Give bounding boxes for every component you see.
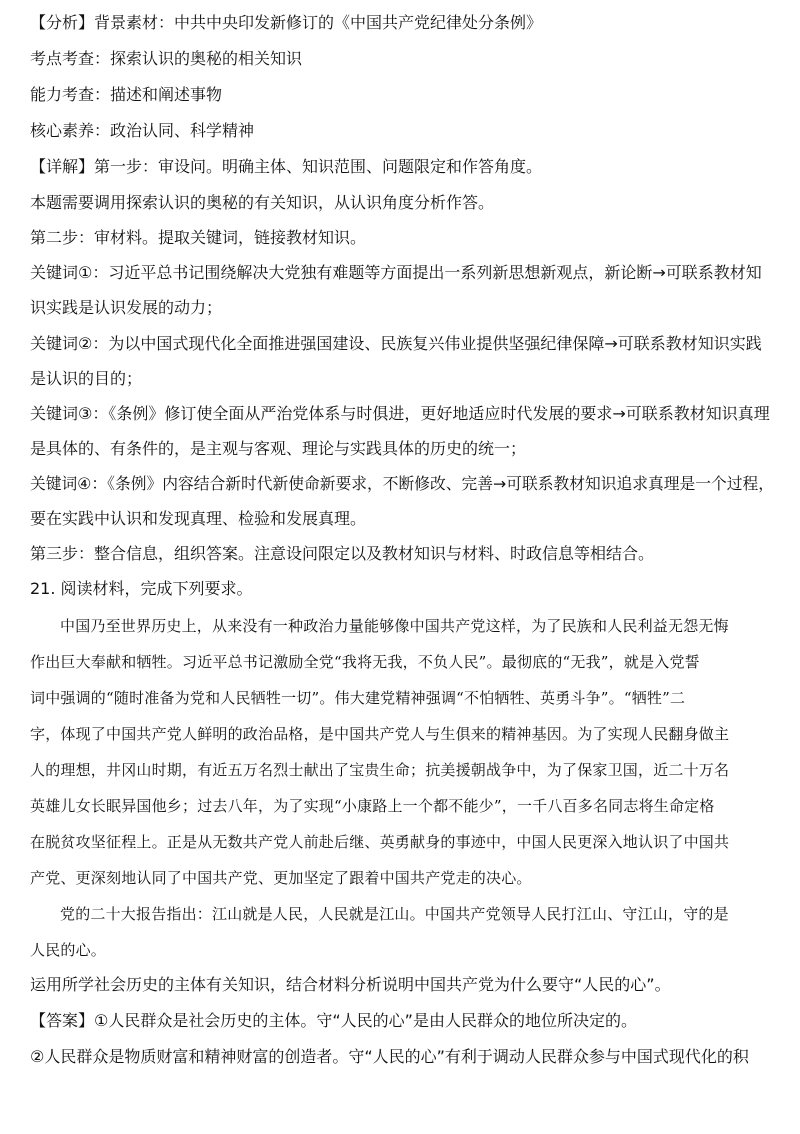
material-line: 在脱贫攻坚征程上。正是从无数共产党人前赴后继、英勇献身的事迹中，中国人民更深入地认识了中国共: [30, 833, 730, 851]
step3-line: 第三步：整合信息，组织答案。注意设问限定以及教材知识与材料、时政信息等相结合。: [30, 544, 655, 563]
material-line: 产党、更深刻地认同了中国共产党、更加坚定了跟着中国共产党走的决心。: [30, 869, 532, 887]
answer-text-1: ①人民群众是社会历史的主体。守“人民的心”是由人民群众的地位所决定的。: [94, 1011, 637, 1030]
material-line: 字，体现了中国共产党人鲜明的政治品格，是中国共产党人与生俱来的精神基因。为了实现人民翻身做主: [30, 725, 730, 743]
background-text: 背景素材：中共中央印发新修订的《中国共产党纪律处分条例》: [94, 13, 543, 32]
keyword4-line-a: 关键词④：《条例》内容结合新时代新使命新要求，不断修改、完善→可联系教材知识追求真理是一个过程，: [30, 474, 774, 493]
answer-label: 【答案】: [30, 1011, 95, 1030]
keyword1-line-b: 识实践是认识发展的动力；: [30, 298, 223, 317]
nengli-line: 能力考查：描述和阐述事物: [30, 85, 223, 104]
step1-text: 第一步：审设问。明确主体、知识范围、问题限定和作答角度。: [94, 157, 543, 176]
analysis-background-line: [30, 13, 780, 33]
keyword1-line-a: 关键词①：习近平总书记围绕解决大党独有难题等方面提出一系列新思想新观点，新论断→可联系教材知: [30, 263, 762, 282]
step2-line: 第二步：审材料。提取关键词，链接教材知识。: [30, 228, 367, 247]
material-line: 英雄儿女长眠异国他乡；过去八年，为了实现“小康路上一个都不能少”，一千八百多名同志将生命定格: [30, 797, 715, 815]
keyword3-line-b: 是具体的、有条件的，是主观与客观、理论与实践具体的历史的统一；: [30, 439, 527, 458]
material-line: 人的理想，井冈山时期，有近五万名烈士献出了宝贵生命；抗美援朝战争中，为了保家卫国，近二十万名: [30, 761, 730, 779]
keyword2-line-a: 关键词②：为以中国式现代化全面推进强国建设、民族复兴伟业提供坚强纪律保障→可联系教材知识实践: [30, 334, 762, 353]
step1-explain-line: 本题需要调用探索认识的奥秘的有关知识，从认识角度分析作答。: [30, 193, 495, 212]
answer-line-1: [30, 1011, 780, 1031]
material-line: 中国乃至世界历史上，从来没有一种政治力量能够像中国共产党这样，为了民族和人民利益无怨无悔: [60, 617, 729, 635]
hexin-line: 核心素养：政治认同、科学精神: [30, 121, 255, 140]
material-line: 词中强调的“随时准备为党和人民牺牲一切”。伟大建党精神强调“不怕牺牲、英勇斗争”。“牺牲”二: [30, 689, 686, 707]
question-ask: 运用所学社会历史的主体有关知识，结合材料分析说明中国共产党为什么要守“人民的心”。: [30, 975, 671, 994]
keyword2-line-b: 是认识的目的；: [30, 369, 143, 388]
detail-label: 【详解】: [30, 157, 95, 176]
keyword4-line-b: 要在实践中认识和发现真理、检验和发展真理。: [30, 509, 367, 528]
detail-step1-line: [30, 157, 780, 177]
analysis-label: 【分析】: [30, 13, 95, 32]
material-line: 人民的心。: [30, 941, 107, 959]
answer-line-2: ②人民群众是物质财富和精神财富的创造者。守“人民的心”有利于调动人民群众参与中国式现代化的积: [30, 1047, 749, 1066]
question-title: 21. 阅读材料，完成下列要求。: [30, 579, 253, 598]
keyword3-line-a: 关键词③：《条例》修订使全面从严治党体系与时俱进，更好地适应时代发展的要求→可联系教材知识真理: [30, 404, 770, 423]
material-line: 作出巨大奉献和牺牲。习近平总书记激励全党“我将无我，不负人民”。最彻底的“无我”，就是入党誓: [30, 653, 700, 671]
kaodian-line: 考点考查：探索认识的奥秘的相关知识: [30, 49, 303, 68]
material-line: 党的二十大报告指出：江山就是人民，人民就是江山。中国共产党领导人民打江山、守江山，守的是: [60, 905, 729, 923]
